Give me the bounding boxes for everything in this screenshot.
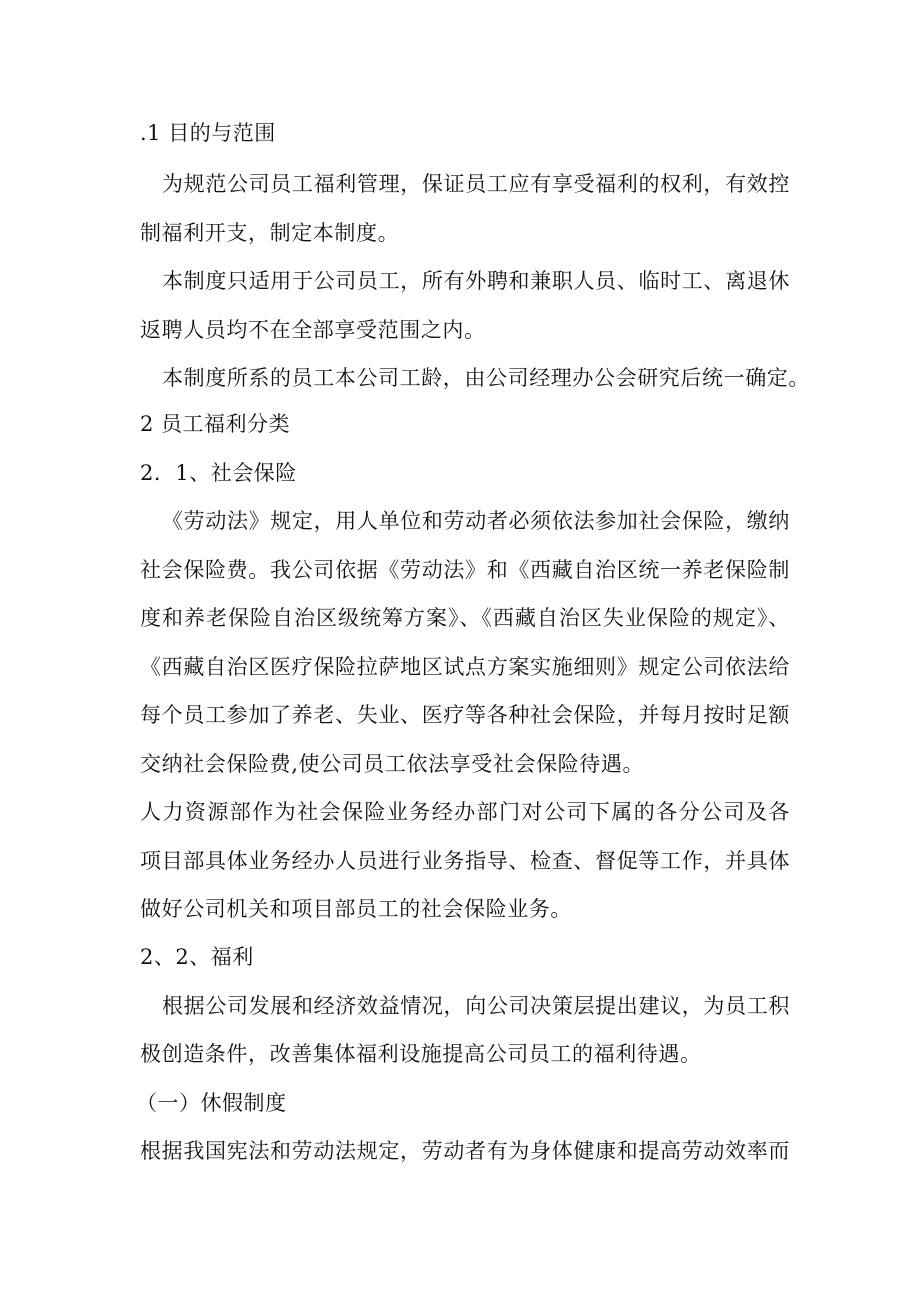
paragraph-line: 根据我国宪法和劳动法规定，劳动者有为身体健康和提高劳动效率而: [140, 1139, 790, 1163]
paragraph-line: 社会保险费。我公司依据《劳动法》和《西藏自治区统一养老保险制: [140, 558, 790, 582]
paragraph-line: 本制度只适用于公司员工，所有外聘和兼职人员、临时工、离退休: [162, 269, 790, 293]
paragraph-line: 项目部具体业务经办人员进行业务指导、检查、督促等工作，并具体: [140, 849, 790, 873]
paragraph-line: 度和养老保险自治区级统筹方案》、《西藏自治区失业保险的规定》、: [140, 606, 790, 630]
section-heading-purpose-scope: .1 目的与范围: [140, 121, 276, 145]
paragraph-line: 根据公司发展和经济效益情况，向公司决策层提出建议，为员工积: [162, 994, 790, 1018]
paragraph-line: 每个员工参加了养老、失业、医疗等各种社会保险，并每月按时足额: [140, 703, 790, 727]
paragraph-line: 返聘人员均不在全部享受范围之内。: [140, 318, 486, 342]
subsection-heading-social-insurance: 2．1、社会保险: [140, 461, 297, 485]
subsection-heading-welfare: 2、2、福利: [140, 945, 254, 969]
subsection-heading-leave-system: （一）休假制度: [136, 1091, 287, 1115]
paragraph-line: 制福利开支，制定本制度。: [140, 221, 400, 245]
paragraph-line: 《西藏自治区医疗保险拉萨地区试点方案实施细则》规定公司依法给: [140, 655, 790, 679]
paragraph-line: 交纳社会保险费,使公司员工依法享受社会保险待遇。: [140, 752, 645, 776]
paragraph-line: 极创造条件，改善集体福利设施提高公司员工的福利待遇。: [140, 1042, 702, 1066]
paragraph-line: 《劳动法》规定，用人单位和劳动者必须依法参加社会保险，缴纳: [162, 509, 790, 533]
paragraph-line: 为规范公司员工福利管理，保证员工应有享受福利的权利，有效控: [162, 172, 790, 196]
section-heading-benefit-categories: 2 员工福利分类: [140, 412, 291, 436]
paragraph-line: 本制度所系的员工本公司工龄，由公司经理办公会研究后统一确定。: [162, 366, 810, 390]
paragraph-line: 人力资源部作为社会保险业务经办部门对公司下属的各分公司及各: [140, 800, 790, 824]
paragraph-line: 做好公司机关和项目部员工的社会保险业务。: [140, 897, 572, 921]
